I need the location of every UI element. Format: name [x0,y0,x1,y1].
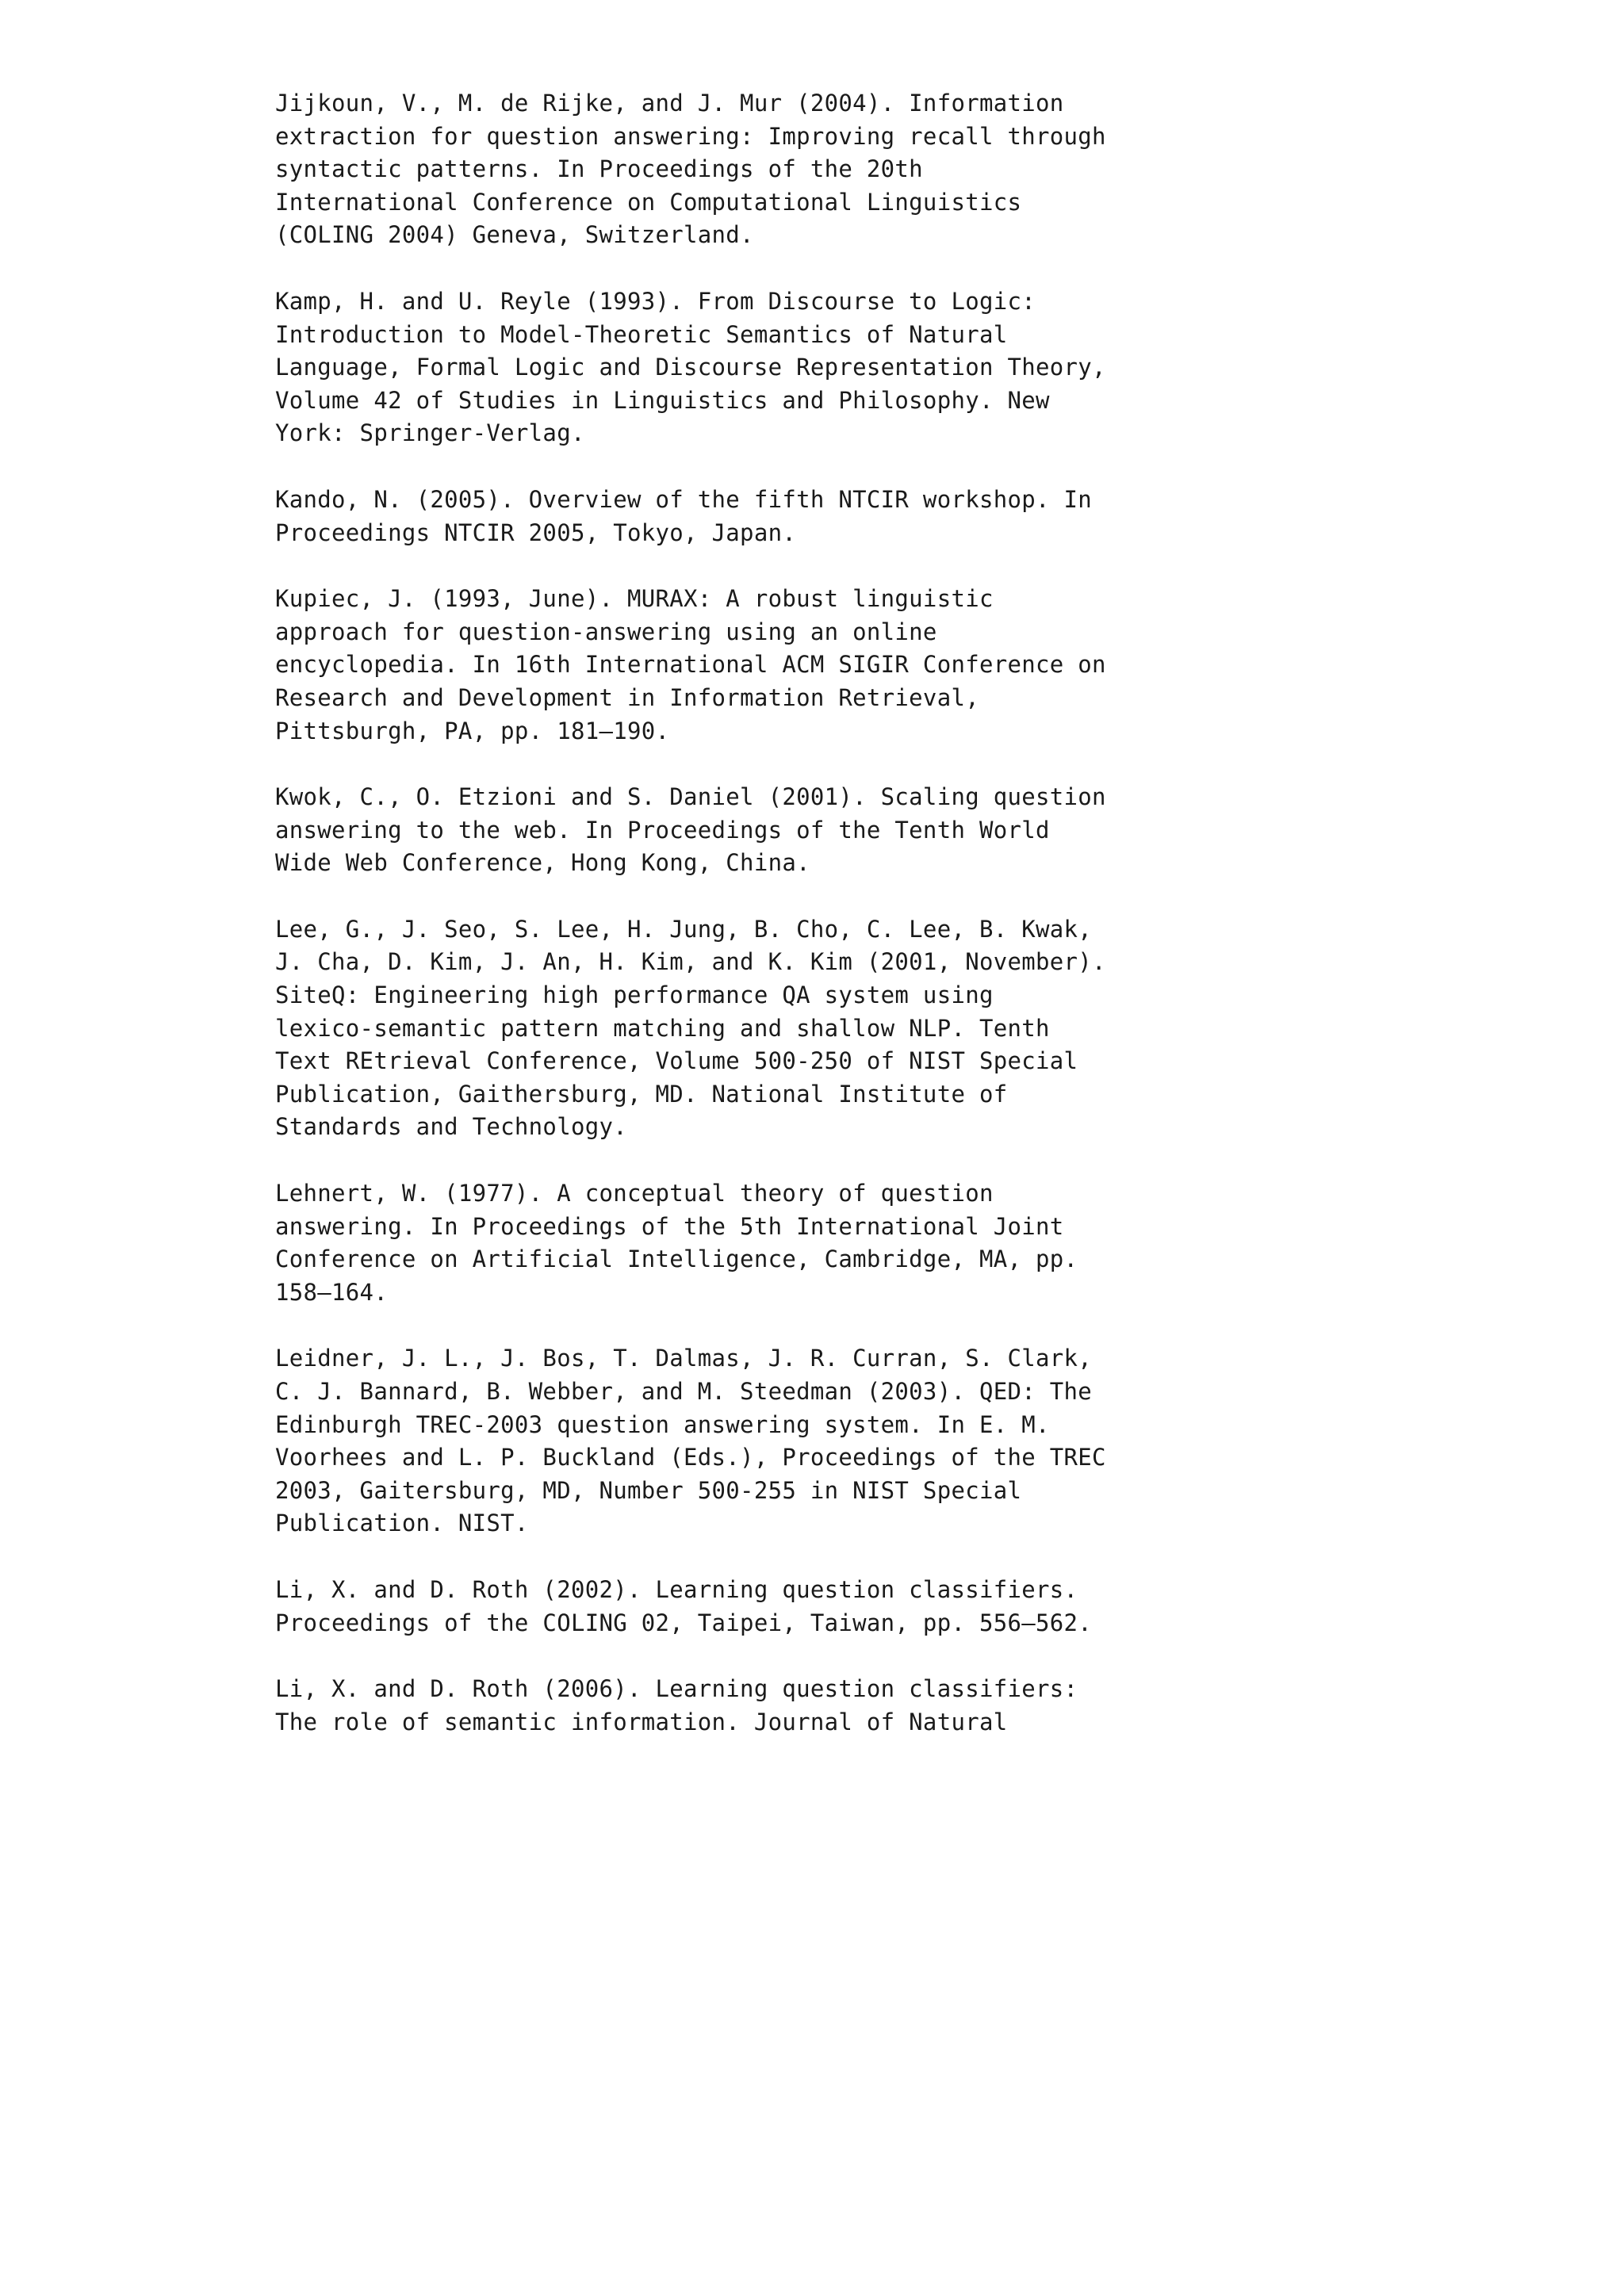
reference-line: Language, Formal Logic and Discourse Representation Theory, [275,354,1106,381]
reference-line: Publication. NIST. [275,1510,529,1537]
reference-line: Edinburgh TREC-2003 question answering system. In E. M. [275,1410,1050,1438]
reference-line: 2003, Gaitersburg, MD, Number 500-255 in NIST Special [275,1476,1022,1504]
reference-line: Volume 42 of Studies in Linguistics and Philosophy. New [275,386,1050,414]
reference-entry [275,913,1465,1144]
reference-line: Kwok, C., O. Etzioni and S. Daniel (2001). Scaling question [275,783,1106,811]
reference-line: International Conference on Computational Linguistics [275,188,1022,216]
reference-line: extraction for question answering: Improving recall through [275,122,1106,150]
reference-line: 158–164. [275,1278,389,1306]
reference-line: Introduction to Model-Theoretic Semantics of Natural [275,320,1008,348]
reference-line: Leidner, J. L., J. Bos, T. Dalmas, J. R. Curran, S. Clark, [275,1345,1093,1372]
reference-line: Kando, N. (2005). Overview of the fifth NTCIR workshop. In [275,485,1093,513]
reference-line: The role of semantic information. Journal of Natural [275,1708,1008,1735]
reference-line: Li, X. and D. Roth (2002). Learning question classifiers. [275,1575,1078,1603]
reference-line: Research and Development in Information Retrieval, [275,683,979,711]
reference-line: Voorhees and L. P. Buckland (Eds.), Proceedings of the TREC [275,1444,1106,1471]
reference-line: Li, X. and D. Roth (2006). Learning question classifiers: [275,1675,1078,1703]
reference-line: Proceedings of the COLING 02, Taipei, Taiwan, pp. 556–562. [275,1609,1093,1636]
reference-line: Lehnert, W. (1977). A conceptual theory of question [275,1180,994,1207]
reference-line: Pittsburgh, PA, pp. 181–190. [275,717,670,744]
reference-entry [275,583,1465,748]
reference-line: syntactic patterns. In Proceedings of the 20th [275,155,923,183]
reference-line: answering. In Proceedings of the 5th International Joint [275,1212,1064,1240]
reference-entry [275,781,1465,880]
reference-entry [275,1342,1465,1540]
reference-list [275,87,1465,1772]
reference-line: lexico-semantic pattern matching and shallow NLP. Tenth [275,1014,1050,1042]
reference-line: answering to the web. In Proceedings of the Tenth World [275,816,1050,844]
reference-entry [275,285,1465,450]
reference-line: Lee, G., J. Seo, S. Lee, H. Jung, B. Cho, C. Lee, B. Kwak, [275,915,1093,943]
reference-line: Kupiec, J. (1993, June). MURAX: A robust linguistic [275,585,994,613]
reference-line: SiteQ: Engineering high performance QA system using [275,982,994,1009]
reference-entry [275,87,1465,252]
reference-line: Standards and Technology. [275,1113,627,1141]
reference-line: (COLING 2004) Geneva, Switzerland. [275,221,754,249]
reference-line: approach for question-answering using an online [275,618,937,645]
reference-line: Jijkoun, V., M. de Rijke, and J. Mur (2004). Information [275,90,1064,117]
reference-entry [275,484,1465,549]
reference-line: York: Springer-Verlag. [275,419,585,447]
reference-line: J. Cha, D. Kim, J. An, H. Kim, and K. Kim (2001, November). [275,948,1106,976]
reference-entry [275,1177,1465,1309]
reference-line: Proceedings NTCIR 2005, Tokyo, Japan. [275,519,797,546]
reference-entry [275,1673,1465,1739]
reference-line: Text REtrieval Conference, Volume 500-250 of NIST Special [275,1047,1078,1075]
reference-line: Conference on Artificial Intelligence, Cambridge, MA, pp. [275,1246,1078,1273]
reference-line: C. J. Bannard, B. Webber, and M. Steedman (2003). QED: The [275,1378,1093,1405]
reference-line: Publication, Gaithersburg, MD. National Institute of [275,1080,1008,1108]
reference-line: Wide Web Conference, Hong Kong, China. [275,849,810,877]
reference-line: encyclopedia. In 16th International ACM SIGIR Conference on [275,651,1106,679]
reference-line: Kamp, H. and U. Reyle (1993). From Discourse to Logic: [275,287,1036,315]
reference-entry [275,1574,1465,1640]
